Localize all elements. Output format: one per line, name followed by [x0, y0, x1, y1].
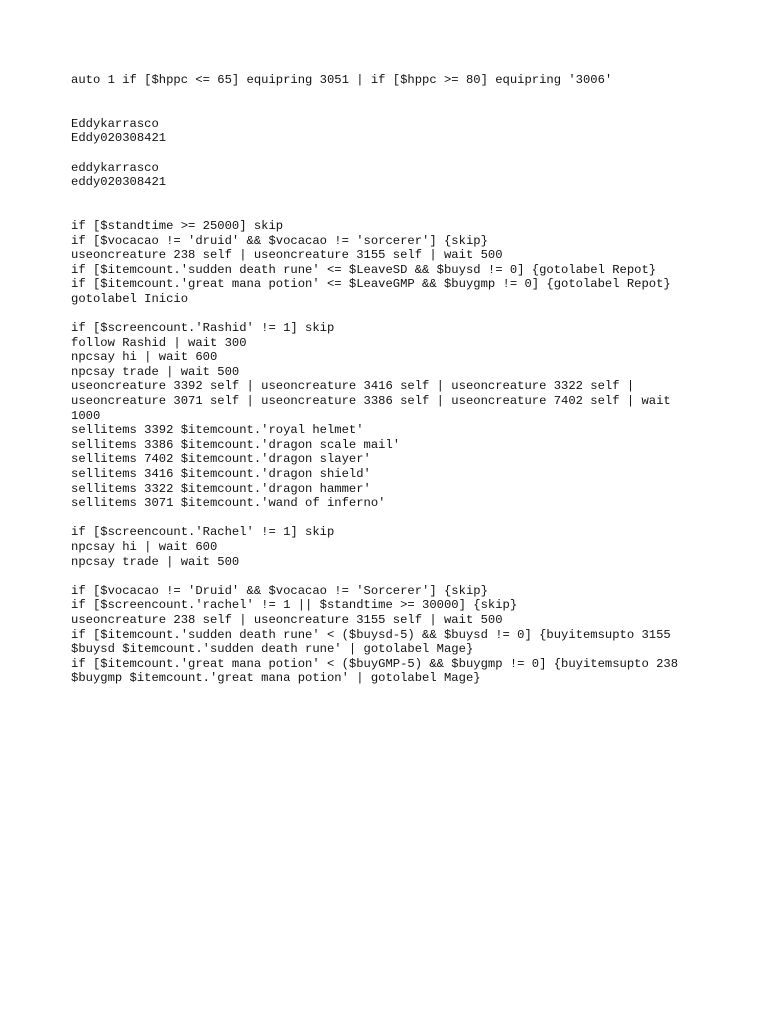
rachel-buy-block — [71, 584, 721, 686]
text-line: npcsay hi | wait 600 — [71, 350, 218, 365]
text-line: npcsay trade | wait 500 — [71, 364, 240, 379]
text-line: if [$itemcount.'sudden death rune' < ($buysd-5) && $buysd != 0] {buyitemsupto 3155 — [71, 627, 671, 642]
spacer — [71, 569, 721, 584]
text-line: sellitems 7402 $itemcount.'dragon slayer' — [71, 452, 371, 467]
text-line: if [$itemcount.'great mana potion' <= $LeaveGMP && $buygmp != 0] {gotolabel Repot} — [71, 277, 671, 292]
text-line: gotolabel Inicio — [71, 291, 189, 306]
text-line: sellitems 3322 $itemcount.'dragon hammer' — [71, 481, 371, 496]
document-page — [71, 73, 721, 686]
credentials-block — [71, 117, 721, 146]
text-line: sellitems 3386 $itemcount.'dragon scale mail' — [71, 437, 401, 452]
text-line: sellitems 3071 $itemcount.'wand of inferno' — [71, 496, 386, 511]
ring-switch-block — [71, 73, 721, 88]
text-line: if [$vocacao != 'Druid' && $vocacao != 'Sorcerer'] {skip} — [71, 583, 488, 598]
spacer — [71, 190, 721, 219]
spacer — [71, 307, 721, 322]
text-line: if [$screencount.'rachel' != 1 || $standtime >= 30000] {skip} — [71, 598, 518, 613]
text-line: if [$standtime >= 25000] skip — [71, 218, 284, 233]
text-line: if [$screencount.'Rashid' != 1] skip — [71, 321, 335, 336]
text-line: if [$itemcount.'sudden death rune' <= $LeaveSD && $buysd != 0] {gotolabel Repot} — [71, 262, 657, 277]
text-line: if [$screencount.'Rachel' != 1] skip — [71, 525, 335, 540]
text-line: eddykarrasco — [71, 160, 159, 175]
text-line: sellitems 3416 $itemcount.'dragon shield' — [71, 467, 371, 482]
text-line: 1000 — [71, 408, 101, 423]
spacer — [71, 511, 721, 526]
text-line: Eddykarrasco — [71, 116, 159, 131]
text-line: follow Rashid | wait 300 — [71, 335, 247, 350]
credentials-block — [71, 161, 721, 190]
text-line: sellitems 3392 $itemcount.'royal helmet' — [71, 423, 364, 438]
text-line: if [$vocacao != 'druid' && $vocacao != 'sorcerer'] {skip} — [71, 233, 488, 248]
text-line: $buysd $itemcount.'sudden death rune' | gotolabel Mage} — [71, 642, 474, 657]
rachel-trade-block — [71, 525, 721, 569]
spacer — [71, 146, 721, 161]
text-line: npcsay trade | wait 500 — [71, 554, 240, 569]
text-line: useoncreature 3392 self | useoncreature 3416 self | useoncreature 3322 self | — [71, 379, 635, 394]
text-line: useoncreature 238 self | useoncreature 3155 self | wait 500 — [71, 248, 503, 263]
text-line: $buygmp $itemcount.'great mana potion' | gotolabel Mage} — [71, 671, 481, 686]
spacer — [71, 88, 721, 117]
rashid-sell-block — [71, 321, 721, 511]
text-line: eddy020308421 — [71, 175, 167, 190]
refill-check-block — [71, 219, 721, 307]
text-line: npcsay hi | wait 600 — [71, 540, 218, 554]
text-line: useoncreature 238 self | useoncreature 3155 self | wait 500 — [71, 612, 503, 627]
text-line: Eddy020308421 — [71, 131, 167, 146]
text-line: useoncreature 3071 self | useoncreature 3386 self | useoncreature 7402 self | wait — [71, 394, 671, 409]
text-line: auto 1 if [$hppc <= 65] equipring 3051 | if [$hppc >= 80] equipring '3006' — [71, 73, 613, 87]
text-line: if [$itemcount.'great mana potion' < ($buyGMP-5) && $buygmp != 0] {buyitemsupto 238 — [71, 656, 679, 671]
